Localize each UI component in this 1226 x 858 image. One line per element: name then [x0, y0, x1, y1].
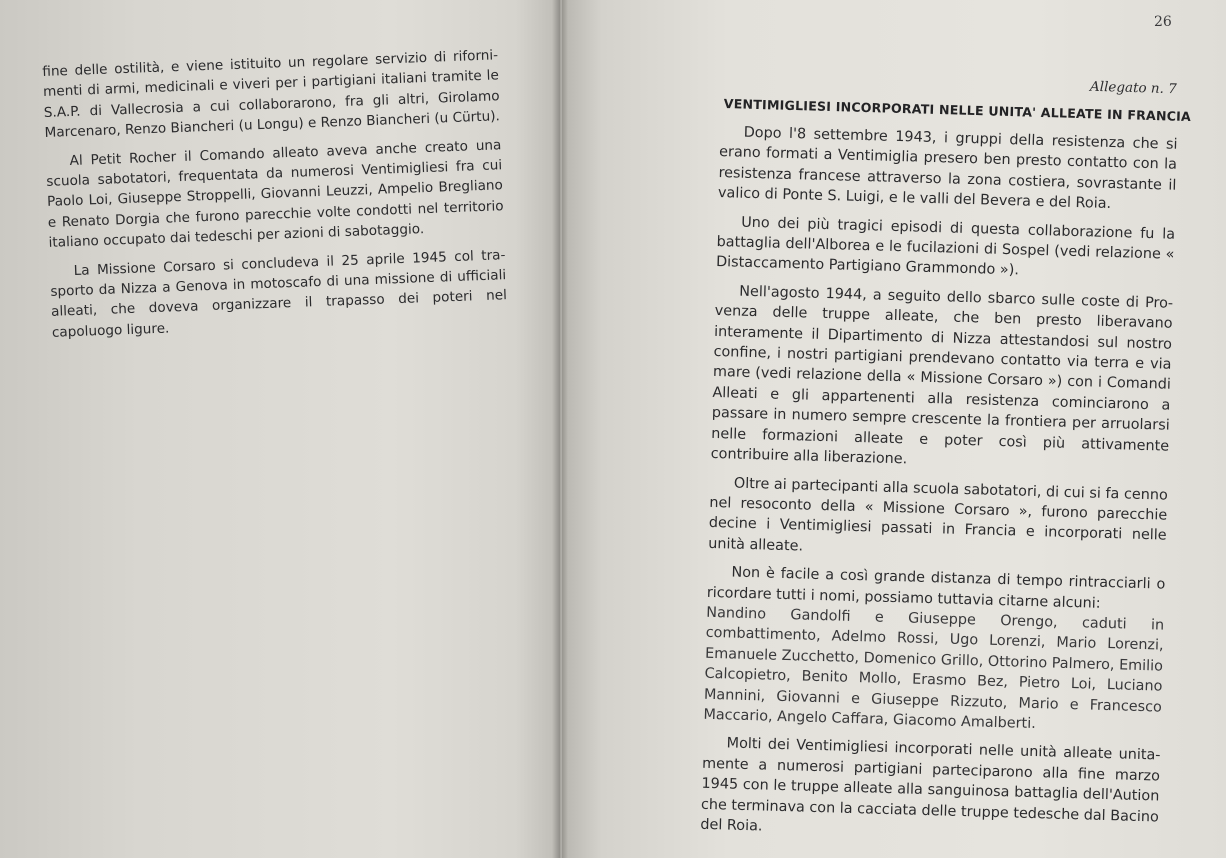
- right-page: [562, 0, 1226, 858]
- names-intro: Non è facile a così grande distanza di tempo rintracciarli o ricordare tutti i nomi, possiamo tuttavia citarne alcuni:: [706, 564, 1166, 612]
- right-page-text: [700, 122, 1178, 856]
- section-title: VENTIMIGLIESI INCORPORATI NELLE UNITA' ALLEATE IN FRANCIA: [723, 96, 1192, 125]
- right-paragraph-4: Oltre ai partecipanti alla scuola sabotatori, di cui si fa cenno nel resoconto della « Missione Corsaro », furono parecchie decine i Ventimigliesi passati in Francia e incorporati nelle unità alleate.: [708, 475, 1168, 555]
- right-paragraph-3: Nell'agosto 1944, a seguito dello sbarco sulle coste di Provenza delle truppe alleate, che ben presto liberavano interamente il Dipartimento di Nizza attestandosi sul nostro confine, i nostri partigiani prendevano contatto via terra e via mare (vedi relazione della « Missione Corsaro ») con i Comandi Alleati e gli appartenenti alla resistenza cominciarono a passare in numero sempre crescente la frontiera per arruolarsi nelle formazioni alleate e poter così più attivamente contribuire alla liberazione.: [710, 283, 1174, 468]
- left-paragraph-2: Al Petit Rocher il Comando alleato aveva anche creato una scuola sabotatori, frequentata da numerosi Ventimigliesi fra cui Paolo Loi, Giuseppe Stroppelli, Giovanni Leuzzi, Ampelio Bregliano e Renato Dorgia che furono parecchie volte condotti nel territorio italiano occupato dai tedeschi per azioni di sabotaggio.: [46, 136, 504, 252]
- left-page-text: [42, 45, 508, 351]
- left-paragraph-1: fine delle ostilità, e viene istituito un regolare servizio di rifornimenti di armi, medicinali e viveri per i partigiani italiani tramite le S.A.P. di Vallecrosia a cui collaborarono, fra gli altri, Girolamo Marcenaro, Renzo Biancheri (u Longu) e Renzo Biancheri (u Cürtu).: [42, 47, 501, 142]
- right-paragraph-1: Dopo l'8 settembre 1943, i gruppi della resistenza che si erano formati a Ventimiglia presero ben presto contatto con la resistenza francese attraverso la zona costiera, sovrastante il valico di Ponte S. Luigi, e le valli del Bevera e del Roia.: [717, 124, 1178, 213]
- appendix-label: Allegato n. 7: [1089, 78, 1177, 98]
- names-list: Nandino Gandolfi e Giuseppe Orengo, caduti in combattimento, Adelmo Rossi, Ugo Lorenzi, Mario Lorenzi, Emanuele Zucchetto, Domenico Grillo, Ottorino Palmero, Emilio Calcopietro, Benito Mollo, Erasmo Bez, Pietro Loi, Luciano Mannini, Giovanni e Giuseppe Rizzuto, Mario e Francesco Maccario, Angelo Caffara, Giacomo Amalberti.: [703, 604, 1165, 733]
- right-paragraph-2: Uno dei più tragici episodi di questa collaborazione fu la battaglia dell'Alborea e le fucilazioni di Sospel (vedi relazione « Distaccamento Partigiano Grammondo »).: [715, 214, 1176, 279]
- book-gutter: [552, 0, 568, 858]
- left-paragraph-3: La Missione Corsaro si concludeva il 25 aprile 1945 col trasporto da Nizza a Genova in motoscafo di una missione di ufficiali alleati, che doveva organizzare il trapasso dei poteri nel capoluogo ligure.: [50, 246, 508, 341]
- left-page: [0, 0, 560, 858]
- page-number: 26: [1154, 14, 1172, 30]
- closing-paragraph: Molti dei Ventimigliesi incorporati nelle unità alleate unitamente a numerosi partigiani parteciparono alla fine marzo 1945 con le truppe alleate alla sanguinosa battaglia dell'Aution che terminava con la cacciata delle truppe tedesche dal Bacino del Roia.: [700, 735, 1161, 835]
